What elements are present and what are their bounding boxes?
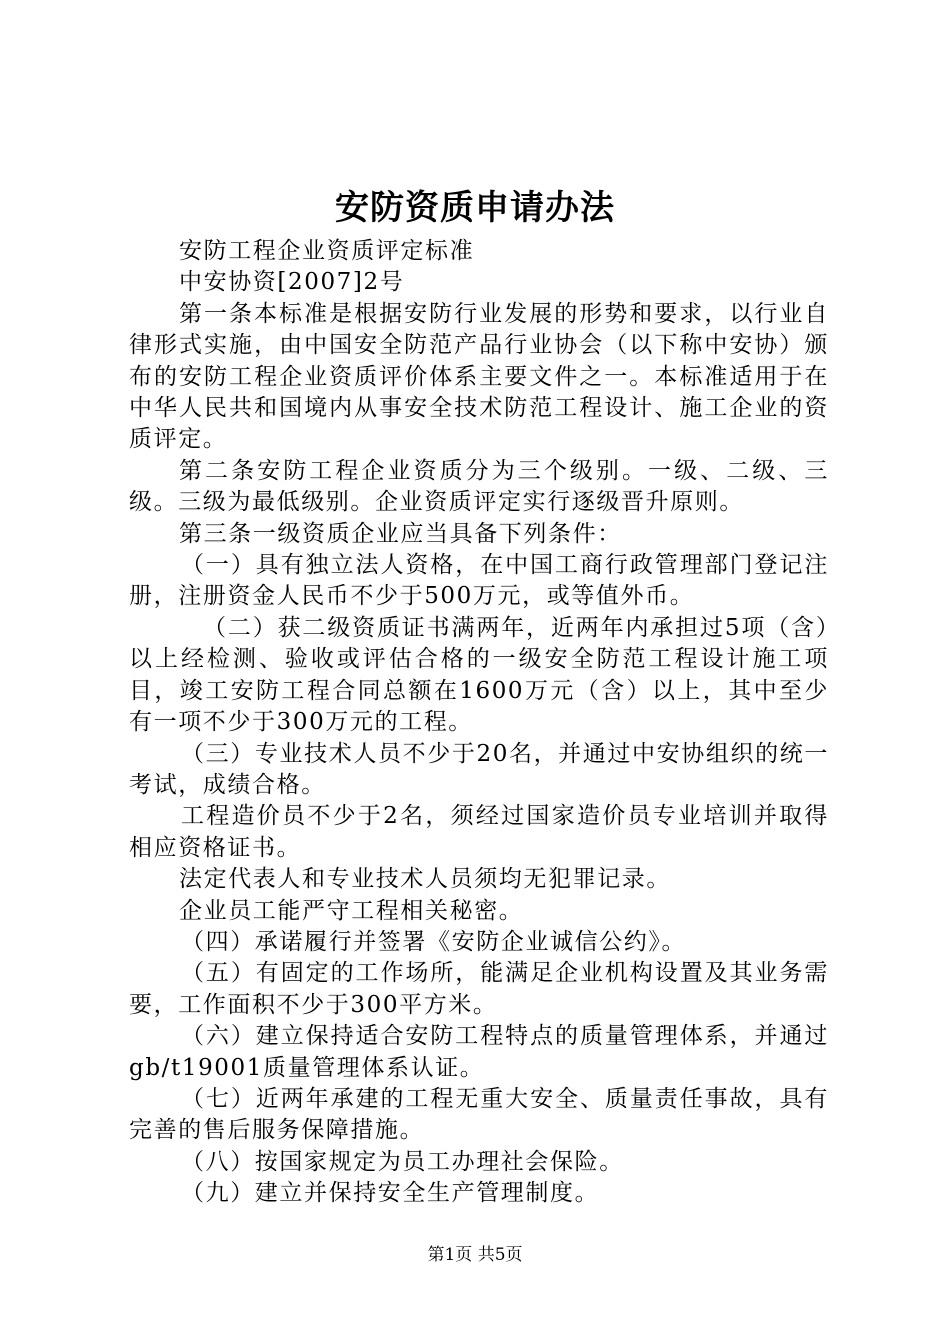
paragraph-no-criminal-record: 法定代表人和专业技术人员须均无犯罪记录。 xyxy=(179,866,671,893)
paragraph-item-5: （五）有固定的工作场所，能满足企业机构设置及其业务需要，工作面积不少于300平方米。 xyxy=(129,960,829,1018)
paragraph-standard-name: 安防工程企业资质评定标准 xyxy=(179,238,475,264)
paragraph-item-4: （四）承诺履行并签署《安防企业诚信公约》。 xyxy=(181,928,687,955)
paragraph-item-3: （三）专业技术人员不少于20名，并通过中安协组织的统一考试，成绩合格。 xyxy=(129,740,829,798)
document-title: 安防资质申请办法 xyxy=(335,188,615,228)
paragraph-item-2: （二）获二级资质证书满两年，近两年内承担过5项（含）以上经检测、验收或评估合格的一级安全防范工程设计施工项目，竣工安防工程合同总额在1600万元（含）以上，其中至少有一项不少于300万元的工程。 xyxy=(129,614,829,736)
paragraph-item-6: （六）建立保持适合安防工程特点的质量管理体系，并通过gb/t19001质量管理体系认证。 xyxy=(129,1023,829,1081)
page-footer: 第1页 共5页 xyxy=(427,1245,523,1265)
paragraph-item-1: （一）具有独立法人资格，在中国工商行政管理部门登记注册，注册资金人民币不少于500万元，或等值外币。 xyxy=(129,552,829,610)
document-body xyxy=(129,236,829,1210)
paragraph-cost-staff: 工程造价员不少于2名，须经过国家造价员专业培训并取得相应资格证书。 xyxy=(129,803,829,861)
paragraph-item-9: （九）建立并保持安全生产管理制度。 xyxy=(181,1180,600,1207)
paragraph-item-8: （八）按国家规定为员工办理社会保险。 xyxy=(181,1148,624,1175)
paragraph-doc-number: 中安协资[2007]2号 xyxy=(179,269,405,296)
paragraph-article-2: 第二条安防工程企业资质分为三个级别。一级、二级、三级。三级为最低级别。企业资质评定实行逐级晋升原则。 xyxy=(129,457,829,516)
paragraph-article-3: 第三条一级资质企业应当具备下列条件： xyxy=(179,520,622,547)
paragraph-article-1: 第一条本标准是根据安防行业发展的形势和要求，以行业自律形式实施，由中国安全防范产品行业协会（以下称中安协）颁布的安防工程企业资质评价体系主要文件之一。本标准适用于在中华人民共和国境内从事安全技术防范工程设计、施工企业的资质评定。 xyxy=(129,300,829,453)
paragraph-confidentiality: 企业员工能严守工程相关秘密。 xyxy=(179,897,524,924)
paragraph-item-7: （七）近两年承建的工程无重大安全、质量责任事故，具有完善的售后服务保障措施。 xyxy=(129,1085,829,1144)
